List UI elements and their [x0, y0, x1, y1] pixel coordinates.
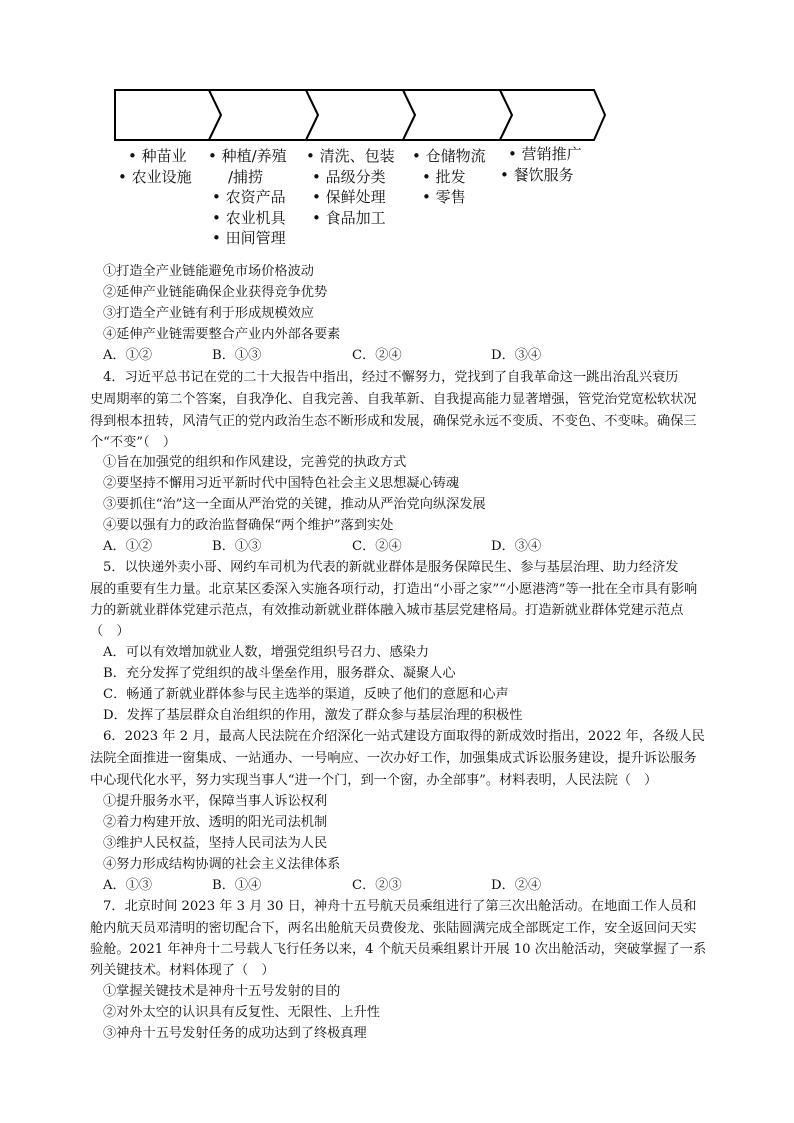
q4-choice-d: D．③④ — [491, 539, 542, 554]
q3-choice-b: B．①③ — [212, 348, 262, 363]
q7-option: ②对外太空的认识具有反复性、无限性、上升性 — [103, 1005, 380, 1020]
q5-stem-line: 5．以快递外卖小哥、网约车司机为代表的新就业群体是服务保障民生、参与基层治理、助力经济发 — [103, 560, 679, 575]
q3-choice-d: D．③④ — [491, 348, 542, 363]
q5-option: A．可以有效增加就业人数，增强党组织号召力、感染力 — [103, 645, 430, 660]
stage-item: • 保鲜处理 — [312, 188, 386, 207]
q5-stem-line: 展的重要有生力量。北京某区委深入实施各项行动，打造出“小哥之家”“小愿港湾”等一批在全市具有影响 — [90, 582, 698, 597]
q3-option: ②延伸产业链能确保企业获得竞争优势 — [103, 285, 328, 300]
q7-option: ③神舟十五号发射任务的成功达到了终极真理 — [103, 1026, 367, 1041]
stage-item: • 种植/养殖 — [208, 147, 287, 165]
chain-arrow-5 — [500, 90, 605, 140]
stage-2-items — [208, 146, 287, 249]
q5-stem-line: （ ） — [90, 624, 130, 639]
chain-arrow-2 — [209, 90, 318, 140]
q4-stem-line: 得到根本扭转，风清气正的党内政治生态不断形成和发展，确保党永远不变质、不变色、不变味。确保三 — [90, 414, 697, 429]
stage-item: /捕捞 — [228, 167, 264, 186]
q6-choice-b: B．①④ — [212, 878, 262, 893]
q5-stem-line: 力的新就业群体党建示范点，有效推动新就业群体融入城市基层党建格局。打造新就业群体党建示范点 — [90, 603, 684, 618]
stage-item: • 种苗业 — [128, 147, 187, 165]
stage-item: • 农资产品 — [212, 188, 286, 207]
stage-item: • 仓储物流 — [412, 147, 486, 165]
q6-option: ①提升服务水平，保障当事人诉讼权利 — [103, 794, 328, 809]
q6-option: ④努力形成结构协调的社会主义法律体系 — [103, 857, 341, 872]
q7-stem-line: 列关键技术。材料体现了（ ） — [90, 963, 275, 978]
chain-arrows — [114, 88, 608, 142]
chain-arrow-1 — [115, 90, 221, 140]
q6-choice-c: C．②③ — [352, 878, 402, 893]
q6-stem-line: 6．2023 年 2 月，最高人民法院在介绍深化一站式建设方面取得的新成效时指出，2022 年，各级人民 — [103, 729, 705, 744]
stage-item: • 农业机具 — [212, 208, 286, 227]
q6-choice-d: D．②④ — [491, 878, 542, 893]
q4-option: ④要以强有力的政治监督确保“两个维护”落到实处 — [103, 518, 394, 533]
stage-item: • 餐饮服务 — [500, 165, 574, 184]
stage-item: • 批发 — [422, 167, 466, 186]
q6-stem-line: 法院全面推进一窗集成、一站通办、一号响应、一次办好工作，加强集成式诉讼服务建设，提升诉讼服务 — [90, 751, 697, 766]
q7-stem-line: 7．北京时间 2023 年 3 月 30 日，神舟十五号航天员乘组进行了第三次出舱活动。在地面工作人员和 — [103, 899, 697, 914]
q4-choice-c: C．②④ — [352, 539, 402, 554]
q6-option: ②着力构建开放、透明的阳光司法机制 — [103, 815, 328, 830]
q5-option: D．发挥了基层群众自治组织的作用，激发了群众参与基层治理的积极性 — [103, 708, 523, 723]
stage-item: • 田间管理 — [212, 229, 286, 248]
q4-option: ①旨在加强党的组织和作风建设，完善党的执政方式 — [103, 455, 407, 470]
q5-option: C．畅通了新就业群体参与民主选举的渠道，反映了他们的意愿和心声 — [103, 687, 509, 702]
q4-choice-b: B．①③ — [212, 539, 262, 554]
stage-item: • 营销推广 — [508, 145, 582, 163]
q7-stem-line: 验舱。2021 年神舟十二号载人飞行任务以来，4 个航天员乘组累计开展 10 次出舱活动，突破掌握了一系 — [90, 942, 707, 957]
q4-stem-line: 个“不变”（ ） — [90, 435, 177, 450]
q6-choice-a: A．①③ — [103, 878, 153, 893]
q5-option: B．充分发挥了党组织的战斗堡垒作用，服务群众、凝聚人心 — [103, 666, 456, 681]
q3-option: ③打造全产业链有利于形成规模效应 — [103, 306, 314, 321]
stage-3-items — [306, 146, 395, 228]
chain-arrow-3 — [306, 90, 415, 140]
q4-stem-line: 4．习近平总书记在党的二十大报告中指出，经过不懈努力，党找到了自我革命这一跳出治乱兴衰历 — [103, 370, 679, 385]
stage-item: • 清洗、包装 — [306, 147, 395, 165]
stage-5-items — [500, 144, 582, 185]
stage-1-items — [118, 146, 192, 187]
q4-option: ②要坚持不懈用习近平新时代中国特色社会主义思想凝心铸魂 — [103, 476, 460, 491]
industry-chain-diagram — [114, 88, 606, 140]
q3-option: ④延伸产业链需要整合产业内外部各要素 — [103, 327, 341, 342]
stage-item: • 零售 — [422, 188, 466, 207]
q3-choice-a: A．①② — [103, 348, 153, 363]
stage-item: • 食品加工 — [312, 208, 386, 227]
q3-option: ①打造全产业链能避免市场价格波动 — [103, 264, 314, 279]
q7-option: ①掌握关键技术是神舟十五号发射的目的 — [103, 984, 341, 999]
stage-item: • 品级分类 — [312, 167, 386, 186]
q7-stem-line: 舱内航天员邓清明的密切配合下，两名出舱航天员费俊龙、张陆圆满完成全部既定工作，安全返回问天实 — [90, 921, 697, 936]
q3-choice-c: C．②④ — [352, 348, 402, 363]
q6-option: ③维护人民权益，坚持人民司法为人民 — [103, 836, 328, 851]
q4-stem-line: 史周期率的第二个答案，自我净化、自我完善、自我革新、自我提高能力显著增强，管党治党宽松软状况 — [90, 392, 697, 407]
chain-arrow-4 — [403, 90, 512, 140]
q6-stem-line: 中心现代化水平，努力实现当事人“进一个门，到一个窗，办全部事”。材料表明，人民法院（ ） — [90, 773, 658, 788]
q4-choice-a: A．①② — [103, 539, 153, 554]
stage-item: • 农业设施 — [118, 167, 192, 186]
q4-option: ③要抓住“治”这一全面从严治党的关键，推动从严治党向纵深发展 — [103, 497, 486, 512]
stage-4-items — [412, 146, 486, 208]
